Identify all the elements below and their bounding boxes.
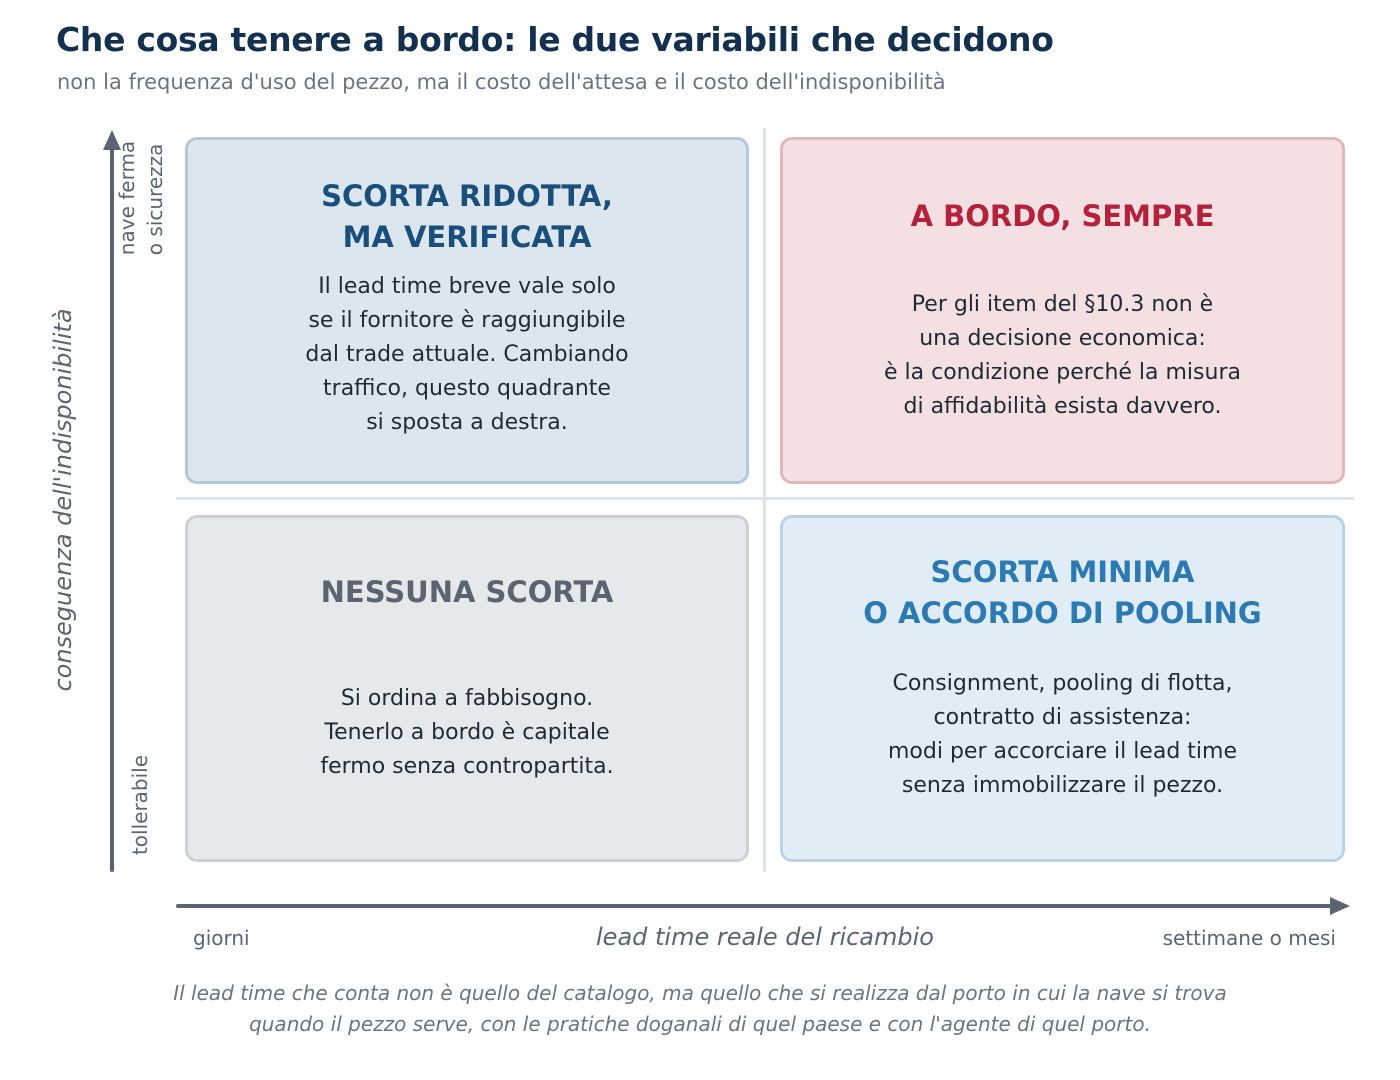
x-axis-arrow-icon: [1330, 897, 1350, 915]
y-axis-bottom-label: tollerabile: [128, 754, 152, 856]
x-axis-right-label: settimane o mesi: [1162, 926, 1336, 950]
quadrant-title: SCORTA MINIMA O ACCORDO DI POOLING: [863, 555, 1262, 630]
quadrant-title: A BORDO, SEMPRE: [910, 199, 1215, 233]
quadrant-top-left: [185, 137, 749, 484]
quadrant-body: Per gli item del §10.3 non è una decisione economica: è la condizione perché la misura di affidabilità esista davvero.: [884, 292, 1241, 419]
y-axis-top-label: nave ferma o sicurezza: [115, 140, 167, 256]
quadrant-title: SCORTA RIDOTTA, MA VERIFICATA: [321, 179, 613, 254]
quadrant-bottom-left: [185, 515, 749, 862]
quadrant-body: Consignment, pooling di flotta, contratto di assistenza: modi per accorciare il lead time senza immobilizzare il pezzo.: [888, 671, 1237, 798]
horizontal-divider: [176, 497, 1354, 500]
quadrant-body: Si ordina a fabbisogno. Tenerlo a bordo è capitale fermo senza contropartita.: [320, 686, 614, 779]
x-axis-title: lead time reale del ricambio: [596, 923, 934, 951]
quadrant-top-right: [780, 137, 1345, 484]
quadrant-title: NESSUNA SCORTA: [320, 575, 614, 609]
chart-title: Che cosa tenere a bordo: le due variabili che decidono: [56, 20, 1054, 59]
quadrant-bottom-right: [780, 515, 1345, 862]
x-axis-left-label: giorni: [193, 926, 250, 950]
chart-subtitle: non la frequenza d'uso del pezzo, ma il costo dell'attesa e il costo dell'indisponibilità: [57, 70, 946, 94]
x-axis-line: [176, 904, 1334, 908]
quadrant-body: Il lead time breve vale solo se il fornitore è raggiungibile dal trade attuale. Cambiando traffico, questo quadrante si sposta a destra.: [305, 274, 629, 435]
vertical-divider: [763, 128, 766, 872]
footnote: Il lead time che conta non è quello del catalogo, ma quello che si realizza dal porto in cui la nave si trova quando il pezzo serve, con le pratiche doganali di quel paese e con l'agente di quel porto.: [173, 981, 1227, 1036]
y-axis-title: conseguenza dell'indisponibilità: [49, 308, 77, 692]
